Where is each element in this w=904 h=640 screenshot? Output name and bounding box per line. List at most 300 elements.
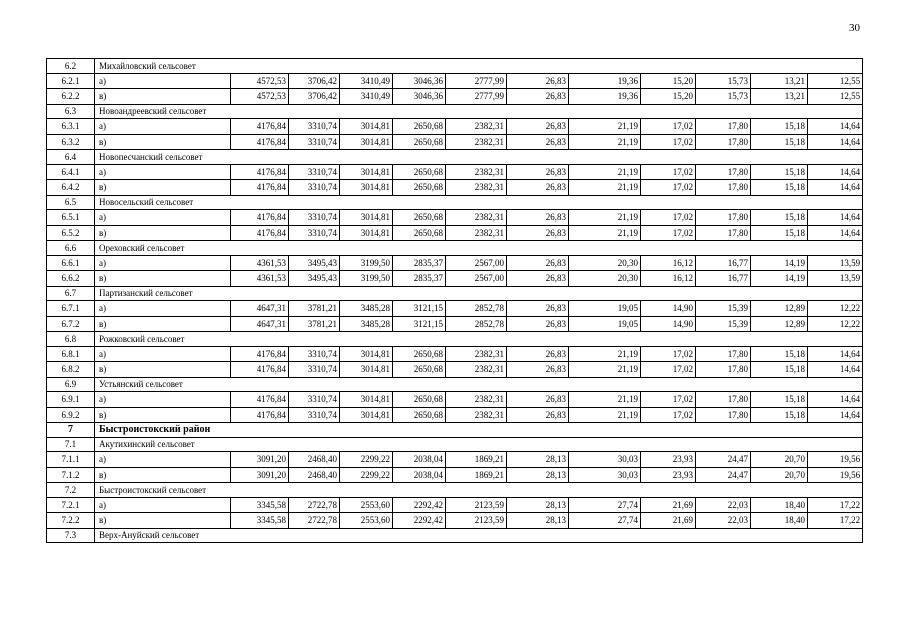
value-cell: 21,19 — [569, 180, 641, 196]
value-cell: 26,83 — [507, 255, 569, 271]
value-cell: 3495,43 — [289, 271, 340, 287]
value-cell: 3345,58 — [231, 497, 289, 513]
tariff-table — [46, 58, 863, 543]
value-cell: 26,83 — [507, 316, 569, 332]
value-cell: 2299,22 — [340, 452, 393, 468]
value-cell: 15,18 — [751, 362, 808, 378]
table-row — [47, 225, 863, 241]
section-title: Быстроистокский сельсовет — [95, 483, 863, 498]
section-title: Новопесчанский сельсовет — [95, 150, 863, 165]
value-cell: 26,83 — [507, 210, 569, 226]
row-label: а) — [95, 301, 231, 317]
section-row — [47, 437, 863, 452]
value-cell: 17,80 — [696, 362, 751, 378]
value-cell: 15,18 — [751, 210, 808, 226]
row-number: 7.1 — [47, 437, 95, 452]
table-row — [47, 89, 863, 105]
value-cell: 2650,68 — [393, 119, 446, 135]
row-number: 6.9 — [47, 377, 95, 392]
value-cell: 17,02 — [641, 210, 696, 226]
value-cell: 19,36 — [569, 89, 641, 105]
value-cell: 21,19 — [569, 134, 641, 150]
value-cell: 14,64 — [808, 362, 863, 378]
value-cell: 2852,78 — [446, 316, 507, 332]
value-cell: 3310,74 — [289, 134, 340, 150]
section-title: Новоандреевский сельсовет — [95, 104, 863, 119]
value-cell: 17,02 — [641, 362, 696, 378]
table-row — [47, 407, 863, 423]
value-cell: 2777,99 — [446, 89, 507, 105]
value-cell: 2553,60 — [340, 497, 393, 513]
table-row — [47, 362, 863, 378]
value-cell: 2553,60 — [340, 513, 393, 529]
value-cell: 16,12 — [641, 271, 696, 287]
table-row — [47, 316, 863, 332]
row-label: а) — [95, 119, 231, 135]
row-number: 6.7.2 — [47, 316, 95, 332]
value-cell: 2567,00 — [446, 255, 507, 271]
value-cell: 2650,68 — [393, 225, 446, 241]
value-cell: 28,13 — [507, 452, 569, 468]
table-row — [47, 134, 863, 150]
value-cell: 17,80 — [696, 225, 751, 241]
row-label: в) — [95, 467, 231, 483]
value-cell: 15,18 — [751, 392, 808, 408]
row-number: 6.6 — [47, 241, 95, 256]
value-cell: 15,18 — [751, 164, 808, 180]
value-cell: 15,18 — [751, 134, 808, 150]
row-number: 6.8 — [47, 332, 95, 347]
section-title: Быстроистокский район — [95, 423, 863, 438]
value-cell: 23,93 — [641, 467, 696, 483]
value-cell: 3014,81 — [340, 210, 393, 226]
value-cell: 3310,74 — [289, 164, 340, 180]
value-cell: 14,19 — [751, 271, 808, 287]
table-row — [47, 497, 863, 513]
value-cell: 18,40 — [751, 513, 808, 529]
value-cell: 26,83 — [507, 225, 569, 241]
section-title: Новосельский сельсовет — [95, 195, 863, 210]
value-cell: 3781,21 — [289, 301, 340, 317]
value-cell: 14,64 — [808, 407, 863, 423]
value-cell: 12,89 — [751, 301, 808, 317]
table-row — [47, 392, 863, 408]
row-label: а) — [95, 210, 231, 226]
value-cell: 2835,37 — [393, 271, 446, 287]
value-cell: 13,59 — [808, 255, 863, 271]
value-cell: 26,83 — [507, 134, 569, 150]
value-cell: 2382,31 — [446, 392, 507, 408]
row-number: 6.3 — [47, 104, 95, 119]
value-cell: 15,20 — [641, 89, 696, 105]
value-cell: 4361,53 — [231, 271, 289, 287]
value-cell: 17,80 — [696, 119, 751, 135]
value-cell: 19,56 — [808, 452, 863, 468]
value-cell: 30,03 — [569, 467, 641, 483]
value-cell: 28,13 — [507, 467, 569, 483]
value-cell: 19,05 — [569, 301, 641, 317]
value-cell: 2650,68 — [393, 134, 446, 150]
value-cell: 17,02 — [641, 407, 696, 423]
value-cell: 3310,74 — [289, 362, 340, 378]
row-label: в) — [95, 513, 231, 529]
value-cell: 13,59 — [808, 271, 863, 287]
row-number: 6.9.2 — [47, 407, 95, 423]
row-number: 6.6.2 — [47, 271, 95, 287]
value-cell: 2292,42 — [393, 497, 446, 513]
value-cell: 3495,43 — [289, 255, 340, 271]
table-row — [47, 467, 863, 483]
value-cell: 4176,84 — [231, 392, 289, 408]
value-cell: 3310,74 — [289, 346, 340, 362]
row-number: 6.5.2 — [47, 225, 95, 241]
value-cell: 16,77 — [696, 271, 751, 287]
value-cell: 3310,74 — [289, 407, 340, 423]
row-number: 6.4.1 — [47, 164, 95, 180]
section-row — [47, 528, 863, 543]
value-cell: 17,22 — [808, 497, 863, 513]
row-number: 6.2 — [47, 59, 95, 74]
value-cell: 17,80 — [696, 346, 751, 362]
value-cell: 3410,49 — [340, 73, 393, 89]
value-cell: 1869,21 — [446, 467, 507, 483]
value-cell: 2650,68 — [393, 210, 446, 226]
section-row — [47, 195, 863, 210]
section-row — [47, 377, 863, 392]
section-title: Ореховский сельсовет — [95, 241, 863, 256]
value-cell: 22,03 — [696, 513, 751, 529]
section-title: Акутихинский сельсовет — [95, 437, 863, 452]
value-cell: 21,19 — [569, 164, 641, 180]
value-cell: 2835,37 — [393, 255, 446, 271]
value-cell: 15,20 — [641, 73, 696, 89]
value-cell: 17,02 — [641, 134, 696, 150]
value-cell: 3310,74 — [289, 210, 340, 226]
value-cell: 2299,22 — [340, 467, 393, 483]
row-label: а) — [95, 392, 231, 408]
row-number: 6.4.2 — [47, 180, 95, 196]
value-cell: 21,19 — [569, 407, 641, 423]
value-cell: 4572,53 — [231, 73, 289, 89]
value-cell: 2382,31 — [446, 362, 507, 378]
value-cell: 23,93 — [641, 452, 696, 468]
value-cell: 3310,74 — [289, 225, 340, 241]
value-cell: 19,56 — [808, 467, 863, 483]
row-number: 6.7.1 — [47, 301, 95, 317]
value-cell: 14,64 — [808, 119, 863, 135]
value-cell: 17,80 — [696, 180, 751, 196]
value-cell: 4176,84 — [231, 180, 289, 196]
table-row — [47, 452, 863, 468]
value-cell: 2722,78 — [289, 513, 340, 529]
row-label: в) — [95, 180, 231, 196]
section-title: Устьянский сельсовет — [95, 377, 863, 392]
value-cell: 21,69 — [641, 497, 696, 513]
value-cell: 2852,78 — [446, 301, 507, 317]
section-row — [47, 241, 863, 256]
value-cell: 3410,49 — [340, 89, 393, 105]
section-title: Верх-Ануйский сельсовет — [95, 528, 863, 543]
value-cell: 2722,78 — [289, 497, 340, 513]
value-cell: 3014,81 — [340, 362, 393, 378]
table-row — [47, 73, 863, 89]
row-label: а) — [95, 497, 231, 513]
row-number: 6.3.2 — [47, 134, 95, 150]
value-cell: 4647,31 — [231, 316, 289, 332]
value-cell: 17,80 — [696, 407, 751, 423]
value-cell: 4361,53 — [231, 255, 289, 271]
value-cell: 4176,84 — [231, 346, 289, 362]
row-label: а) — [95, 346, 231, 362]
value-cell: 16,12 — [641, 255, 696, 271]
row-label: в) — [95, 316, 231, 332]
section-row — [47, 286, 863, 301]
value-cell: 2650,68 — [393, 392, 446, 408]
value-cell: 3014,81 — [340, 225, 393, 241]
value-cell: 14,64 — [808, 225, 863, 241]
row-number: 7.2.1 — [47, 497, 95, 513]
value-cell: 15,18 — [751, 407, 808, 423]
row-number: 7.2.2 — [47, 513, 95, 529]
value-cell: 3199,50 — [340, 255, 393, 271]
value-cell: 17,02 — [641, 225, 696, 241]
value-cell: 21,19 — [569, 225, 641, 241]
value-cell: 26,83 — [507, 73, 569, 89]
table-row — [47, 164, 863, 180]
value-cell: 17,02 — [641, 392, 696, 408]
table-row — [47, 210, 863, 226]
value-cell: 22,03 — [696, 497, 751, 513]
value-cell: 3014,81 — [340, 180, 393, 196]
value-cell: 14,64 — [808, 134, 863, 150]
value-cell: 3014,81 — [340, 346, 393, 362]
value-cell: 3310,74 — [289, 392, 340, 408]
row-number: 6.4 — [47, 150, 95, 165]
value-cell: 12,55 — [808, 89, 863, 105]
row-label: а) — [95, 452, 231, 468]
value-cell: 21,19 — [569, 119, 641, 135]
value-cell: 12,22 — [808, 316, 863, 332]
row-number: 6.9.1 — [47, 392, 95, 408]
value-cell: 2382,31 — [446, 119, 507, 135]
value-cell: 21,69 — [641, 513, 696, 529]
value-cell: 30,03 — [569, 452, 641, 468]
value-cell: 19,05 — [569, 316, 641, 332]
row-number: 7.2 — [47, 483, 95, 498]
value-cell: 21,19 — [569, 210, 641, 226]
row-label: в) — [95, 362, 231, 378]
value-cell: 2382,31 — [446, 225, 507, 241]
row-number: 7.1.2 — [47, 467, 95, 483]
value-cell: 15,18 — [751, 346, 808, 362]
value-cell: 3706,42 — [289, 73, 340, 89]
row-number: 7.3 — [47, 528, 95, 543]
value-cell: 12,89 — [751, 316, 808, 332]
table-row — [47, 271, 863, 287]
value-cell: 17,80 — [696, 392, 751, 408]
row-label: а) — [95, 73, 231, 89]
value-cell: 2567,00 — [446, 271, 507, 287]
section-title: Михайловский сельсовет — [95, 59, 863, 74]
value-cell: 2382,31 — [446, 346, 507, 362]
value-cell: 26,83 — [507, 164, 569, 180]
value-cell: 2650,68 — [393, 346, 446, 362]
row-number: 6.8.1 — [47, 346, 95, 362]
section-row — [47, 483, 863, 498]
row-number: 6.2.1 — [47, 73, 95, 89]
value-cell: 26,83 — [507, 119, 569, 135]
value-cell: 24,47 — [696, 452, 751, 468]
value-cell: 14,90 — [641, 316, 696, 332]
value-cell: 3014,81 — [340, 119, 393, 135]
table-row — [47, 513, 863, 529]
value-cell: 21,19 — [569, 392, 641, 408]
value-cell: 4572,53 — [231, 89, 289, 105]
value-cell: 3014,81 — [340, 134, 393, 150]
value-cell: 3706,42 — [289, 89, 340, 105]
table-row — [47, 346, 863, 362]
value-cell: 15,73 — [696, 89, 751, 105]
value-cell: 4176,84 — [231, 134, 289, 150]
value-cell: 21,19 — [569, 346, 641, 362]
value-cell: 2650,68 — [393, 164, 446, 180]
value-cell: 4176,84 — [231, 210, 289, 226]
value-cell: 17,02 — [641, 346, 696, 362]
value-cell: 2468,40 — [289, 467, 340, 483]
value-cell: 17,80 — [696, 134, 751, 150]
value-cell: 4647,31 — [231, 301, 289, 317]
row-number: 6.7 — [47, 286, 95, 301]
row-number: 6.6.1 — [47, 255, 95, 271]
value-cell: 2382,31 — [446, 210, 507, 226]
value-cell: 28,13 — [507, 497, 569, 513]
value-cell: 3014,81 — [340, 407, 393, 423]
value-cell: 2038,04 — [393, 467, 446, 483]
value-cell: 3345,58 — [231, 513, 289, 529]
value-cell: 18,40 — [751, 497, 808, 513]
section-row — [47, 150, 863, 165]
page-number: 30 — [849, 22, 860, 34]
value-cell: 12,55 — [808, 73, 863, 89]
table-row — [47, 301, 863, 317]
value-cell: 16,77 — [696, 255, 751, 271]
row-number: 6.5 — [47, 195, 95, 210]
row-number: 7.1.1 — [47, 452, 95, 468]
table-row — [47, 180, 863, 196]
value-cell: 19,36 — [569, 73, 641, 89]
value-cell: 2292,42 — [393, 513, 446, 529]
value-cell: 20,70 — [751, 467, 808, 483]
value-cell: 4176,84 — [231, 225, 289, 241]
value-cell: 28,13 — [507, 513, 569, 529]
value-cell: 3091,20 — [231, 467, 289, 483]
section-title: Партизанский сельсовет — [95, 286, 863, 301]
row-number: 6.8.2 — [47, 362, 95, 378]
row-label: в) — [95, 225, 231, 241]
section-row — [47, 332, 863, 347]
value-cell: 2382,31 — [446, 134, 507, 150]
section-row — [47, 423, 863, 438]
section-title: Рожковский сельсовет — [95, 332, 863, 347]
value-cell: 2650,68 — [393, 407, 446, 423]
value-cell: 15,18 — [751, 225, 808, 241]
value-cell: 1869,21 — [446, 452, 507, 468]
value-cell: 17,80 — [696, 210, 751, 226]
value-cell: 17,02 — [641, 164, 696, 180]
value-cell: 2650,68 — [393, 180, 446, 196]
value-cell: 3014,81 — [340, 392, 393, 408]
value-cell: 17,22 — [808, 513, 863, 529]
value-cell: 26,83 — [507, 301, 569, 317]
value-cell: 15,18 — [751, 180, 808, 196]
value-cell: 14,64 — [808, 346, 863, 362]
value-cell: 4176,84 — [231, 164, 289, 180]
row-label: в) — [95, 271, 231, 287]
row-label: в) — [95, 89, 231, 105]
value-cell: 26,83 — [507, 89, 569, 105]
value-cell: 2123,59 — [446, 513, 507, 529]
value-cell: 20,70 — [751, 452, 808, 468]
value-cell: 15,73 — [696, 73, 751, 89]
row-label: в) — [95, 407, 231, 423]
value-cell: 14,64 — [808, 164, 863, 180]
value-cell: 2777,99 — [446, 73, 507, 89]
value-cell: 3046,36 — [393, 73, 446, 89]
value-cell: 14,19 — [751, 255, 808, 271]
row-number: 6.5.1 — [47, 210, 95, 226]
value-cell: 3046,36 — [393, 89, 446, 105]
value-cell: 3121,15 — [393, 301, 446, 317]
value-cell: 21,19 — [569, 362, 641, 378]
value-cell: 26,83 — [507, 392, 569, 408]
value-cell: 3310,74 — [289, 180, 340, 196]
value-cell: 15,18 — [751, 119, 808, 135]
value-cell: 14,64 — [808, 180, 863, 196]
table-row — [47, 255, 863, 271]
value-cell: 4176,84 — [231, 362, 289, 378]
value-cell: 3014,81 — [340, 164, 393, 180]
value-cell: 26,83 — [507, 180, 569, 196]
value-cell: 3485,28 — [340, 316, 393, 332]
value-cell: 2123,59 — [446, 497, 507, 513]
value-cell: 3781,21 — [289, 316, 340, 332]
value-cell: 4176,84 — [231, 407, 289, 423]
value-cell: 15,39 — [696, 316, 751, 332]
value-cell: 13,21 — [751, 73, 808, 89]
row-label: а) — [95, 164, 231, 180]
row-label: а) — [95, 255, 231, 271]
value-cell: 2382,31 — [446, 407, 507, 423]
value-cell: 3485,28 — [340, 301, 393, 317]
row-label: в) — [95, 134, 231, 150]
value-cell: 3091,20 — [231, 452, 289, 468]
value-cell: 3199,50 — [340, 271, 393, 287]
value-cell: 26,83 — [507, 271, 569, 287]
value-cell: 2650,68 — [393, 362, 446, 378]
table-body — [47, 59, 863, 543]
row-number: 7 — [47, 423, 95, 438]
value-cell: 27,74 — [569, 513, 641, 529]
section-row — [47, 59, 863, 74]
value-cell: 2382,31 — [446, 180, 507, 196]
value-cell: 14,90 — [641, 301, 696, 317]
value-cell: 13,21 — [751, 89, 808, 105]
value-cell: 17,02 — [641, 119, 696, 135]
value-cell: 2382,31 — [446, 164, 507, 180]
value-cell: 3121,15 — [393, 316, 446, 332]
value-cell: 17,80 — [696, 164, 751, 180]
row-number: 6.2.2 — [47, 89, 95, 105]
